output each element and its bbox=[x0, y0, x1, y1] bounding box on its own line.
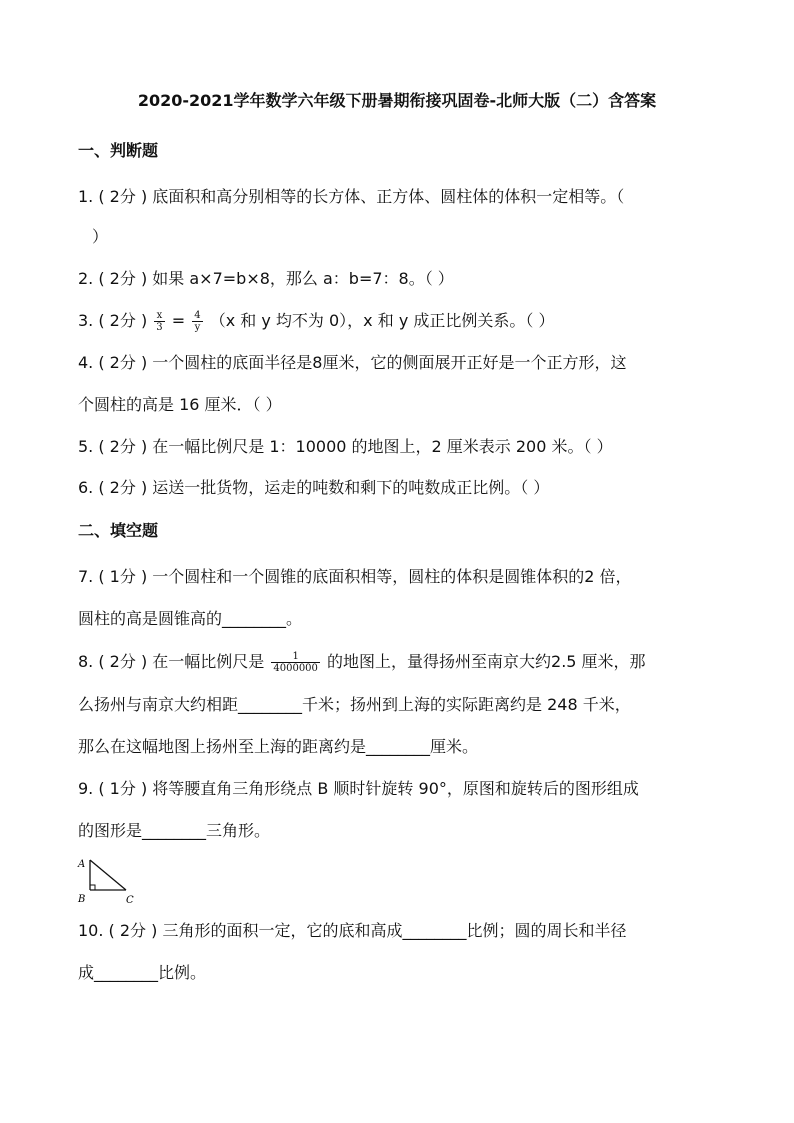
question-8-line-2: 么扬州与南京大约相距________千米；扬州到上海的实际距离约是 248 千米， bbox=[78, 695, 631, 714]
fraction-denominator: 3 bbox=[156, 322, 163, 333]
question-8-line-1 bbox=[78, 651, 646, 674]
fraction-x-over-3 bbox=[154, 310, 164, 333]
question-7-line-2: 圆柱的高是圆锥高的________。 bbox=[78, 609, 303, 628]
fraction-denominator: y bbox=[194, 322, 201, 333]
fraction-numerator: 1 bbox=[271, 651, 320, 663]
vertex-label-c: C bbox=[126, 895, 134, 906]
question-9-line-2: 的图形是________三角形。 bbox=[78, 821, 271, 840]
question-9-line-1: 9. ( 1分 ) 将等腰直角三角形绕点 B 顺时针旋转 90°，原图和旋转后的图形组成 bbox=[78, 779, 639, 798]
fraction-scale bbox=[271, 651, 320, 674]
question-4-line-2: 个圆柱的高是 16 厘米．（ ） bbox=[78, 395, 282, 414]
question-8-line-3: 那么在这幅地图上扬州至上海的距离约是________厘米。 bbox=[78, 737, 479, 756]
vertex-label-b: B bbox=[78, 894, 86, 905]
equals-sign: = bbox=[171, 311, 186, 330]
fraction-numerator: x bbox=[154, 310, 164, 322]
section-heading-true-false: 一、判断题 bbox=[78, 141, 159, 160]
right-triangle-figure bbox=[76, 856, 140, 908]
question-3-prefix: 3. ( 2分 ) bbox=[78, 311, 153, 330]
question-2: 2. ( 2分 ) 如果 a×7=b×8，那么 a：b=7：8。（ ） bbox=[78, 269, 454, 288]
question-1-line-1: 1. ( 2分 ) 底面积和高分别相等的长方体、正方体、圆柱体的体积一定相等。（ bbox=[78, 187, 625, 206]
question-5: 5. ( 2分 ) 在一幅比例尺是 1：10000 的地图上，2 厘米表示 200 米。（ ） bbox=[78, 437, 613, 456]
section-heading-fill-in: 二、填空题 bbox=[78, 521, 159, 540]
fraction-denominator: 4000000 bbox=[273, 663, 318, 674]
fraction-numerator: 4 bbox=[194, 310, 201, 321]
question-1-line-2: ） bbox=[92, 227, 109, 246]
question-4-line-1: 4. ( 2分 ) 一个圆柱的底面半径是8厘米，它的侧面展开正好是一个正方形，这 bbox=[78, 353, 627, 372]
right-angle-mark bbox=[90, 885, 95, 890]
question-6: 6. ( 2分 ) 运送一批货物，运走的吨数和剩下的吨数成正比例。（ ） bbox=[78, 478, 550, 497]
page-title: 2020-2021学年数学六年级下册暑期衔接巩固卷-北师大版（二）含答案 bbox=[137, 91, 657, 110]
vertex-label-a: A bbox=[78, 859, 86, 870]
question-8-prefix: 8. ( 2分 ) 在一幅比例尺是 bbox=[78, 652, 270, 671]
question-8-suffix: 的地图上，量得扬州至南京大约2.5 厘米，那 bbox=[327, 652, 646, 671]
question-3-suffix: （x 和 y 均不为 0），x 和 y 成正比例关系。（ ） bbox=[209, 311, 555, 330]
question-7-line-1: 7. ( 1分 ) 一个圆柱和一个圆锥的底面积相等，圆柱的体积是圆锥体积的2 倍， bbox=[78, 567, 632, 586]
fraction-4-over-y bbox=[192, 310, 202, 333]
question-10-line-1: 10. ( 2分 ) 三角形的面积一定，它的底和高成________比例；圆的周长和半径 bbox=[78, 921, 627, 940]
question-3 bbox=[78, 310, 554, 333]
question-10-line-2: 成________比例。 bbox=[78, 963, 207, 982]
